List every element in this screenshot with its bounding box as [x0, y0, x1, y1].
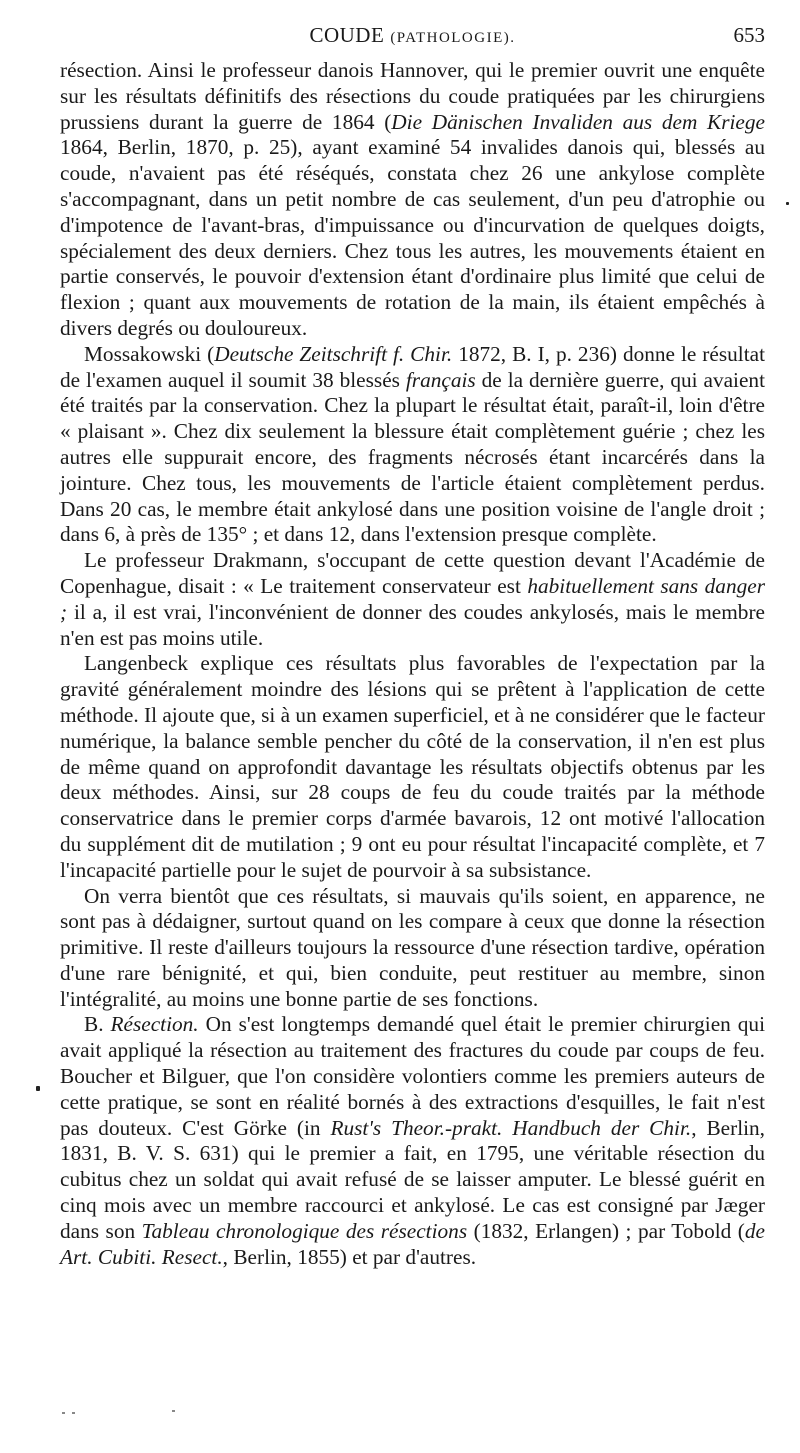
text-run: résection. Ainsi le professeur danois Hannover, qui le premier ouvrit une enquête sur les résultats définitifs des résections du coude pratiquées par les chirurgiens prussiens durant la guerre de 1864 ( [60, 58, 765, 134]
text-run: Langenbeck explique ces résultats plus favorables de l'expectation par la gravité généralement moindre des lésions qui se prêtent à l'application de cette méthode. Il ajoute que, si à un examen superficiel, et à ne considérer que le facteur numérique, la balance semble pencher du côté de la conservation, il n'en est plus de même quand on approfondit davantage les résultats objectifs obtenus par les deux méthodes. Ainsi, sur 28 coups de feu du coude traités par la méthode conservatrice dans le premier corps d'armée bavarois, 12 ont motivé l'allocation du supplément dit de mutilation ; 9 ont eu pour résultat l'incapacité complète, et 7 l'incapacité partielle pour le sujet de pourvoir à sa subsistance. [60, 651, 765, 882]
running-title-sub: (PATHOLOGIE). [390, 30, 516, 46]
margin-mark [786, 202, 789, 205]
italic-run: habituellement sans danger ; [60, 573, 765, 624]
text-run: 1872, B. I, p. 236) donne le résultat de l'examen auquel il soumit 38 blessés [60, 341, 765, 392]
italic-run: Rust's Theor.-prakt. Handbuch der Chir. [330, 1115, 692, 1140]
text-run: On s'est longtemps demandé quel était le premier chirurgien qui avait appliqué la résection au traitement des fractures du coude par coups de feu. Boucher et Bilguer, que l'on considère volontiers comme les premiers auteurs de cette pratique, se sont en réalité bornés à des extractions d'esquilles, le fait n'est pas douteux. C'est Görke (in [60, 1012, 765, 1140]
paragraph [60, 342, 765, 548]
italic-run: Deutsche Zeitschrift f. Chir. [214, 341, 453, 366]
text-run: Le professeur Drakmann, s'occupant de cette question devant l'Académie de Copenhague, disait : « Le traitement conservateur est [60, 548, 765, 598]
text-run: 1864, Berlin, 1870, p. 25), ayant examiné 54 invalides danois qui, blessés au coude, n'avaient pas été réséqués, constata chez 26 une ankylose complète s'accompagnant, dans un petit nombre de cas seulement, d'un peu d'atrophie ou d'impotence de l'avant-bras, d'impuissance ou d'incurvation de quelques doigts, spécialement des deux derniers. Chez tous les autres, les mouvements étaient en partie conservés, le pouvoir d'extension étant d'ordinaire plus limité que celui de flexion ; quant aux mouvements de rotation de la main, ils étaient empêchés à divers degrés ou douloureux. [60, 135, 765, 340]
paragraph [60, 651, 765, 883]
running-title [60, 22, 765, 48]
italic-run: Résection. [110, 1012, 199, 1037]
text-run: de la dernière guerre, qui avaient été traités par la conservation. Chez la plupart le résultat était, paraît-il, loin d'être « plaisant ». Chez dix seulement la blessure était complètement guérie ; chez les autres elle suppurait encore, des fragments nécrosés étant incarcérés dans la jointure. Chez tous, les mouvements de l'article étaient complètement perdus. Dans 20 cas, le membre était ankylosé dans une position voisine de l'angle droit ; dans 6, à près de 135° ; et dans 12, dans l'extension presque complète. [60, 367, 765, 547]
text-run: On verra bientôt que ces résultats, si mauvais qu'ils soient, en apparence, ne sont pas à dédaigner, surtout quand on les compare à ceux que donne la résection primitive. Il reste d'ailleurs toujours la ressource d'une résection tardive, opération d'une rare bénignité, et qui, bien conduite, peut restituer au membre, sinon l'intégralité, au moins une bonne partie de ses fonctions. [60, 883, 765, 1011]
speck [62, 1412, 65, 1414]
text-run: , Berlin, 1855) et par d'autres. [222, 1244, 477, 1269]
text-run: (1832, Erlangen) ; par Tobold ( [467, 1218, 745, 1243]
text-run: B. [84, 1012, 111, 1037]
paragraph [60, 884, 765, 1013]
text-run: il a, il est vrai, l'inconvénient de donner des coudes ankylosés, mais le membre n'en est pas moins utile. [60, 599, 765, 650]
italic-run: Die Dänischen Invaliden aus dem Kriege [391, 109, 765, 134]
running-title-main: COUDE [309, 23, 385, 47]
page-foot-specks [60, 1408, 765, 1428]
text-run: Mossakowski ( [84, 341, 215, 366]
body-text [60, 58, 765, 1270]
paragraph [60, 548, 765, 651]
paragraph [60, 1012, 765, 1270]
speck [172, 1410, 175, 1412]
italic-run: Tableau chronologique des résections [141, 1218, 468, 1243]
italic-run: français [405, 367, 476, 392]
page-header [60, 22, 765, 52]
margin-mark [36, 1086, 40, 1091]
page-number: 653 [733, 23, 765, 47]
speck [72, 1412, 75, 1414]
paragraph [60, 58, 765, 342]
italic-run: de Art. Cubiti. Resect. [60, 1218, 765, 1269]
text-run: , Berlin, 1831, B. V. S. 631) qui le premier a fait, en 1795, une véritable résection du cubitus chez un soldat qui avait refusé de se laisser amputer. Le blessé guérit en cinq mois avec un membre raccourci et ankylosé. Le cas est consigné par Jæger dans son [60, 1115, 765, 1243]
